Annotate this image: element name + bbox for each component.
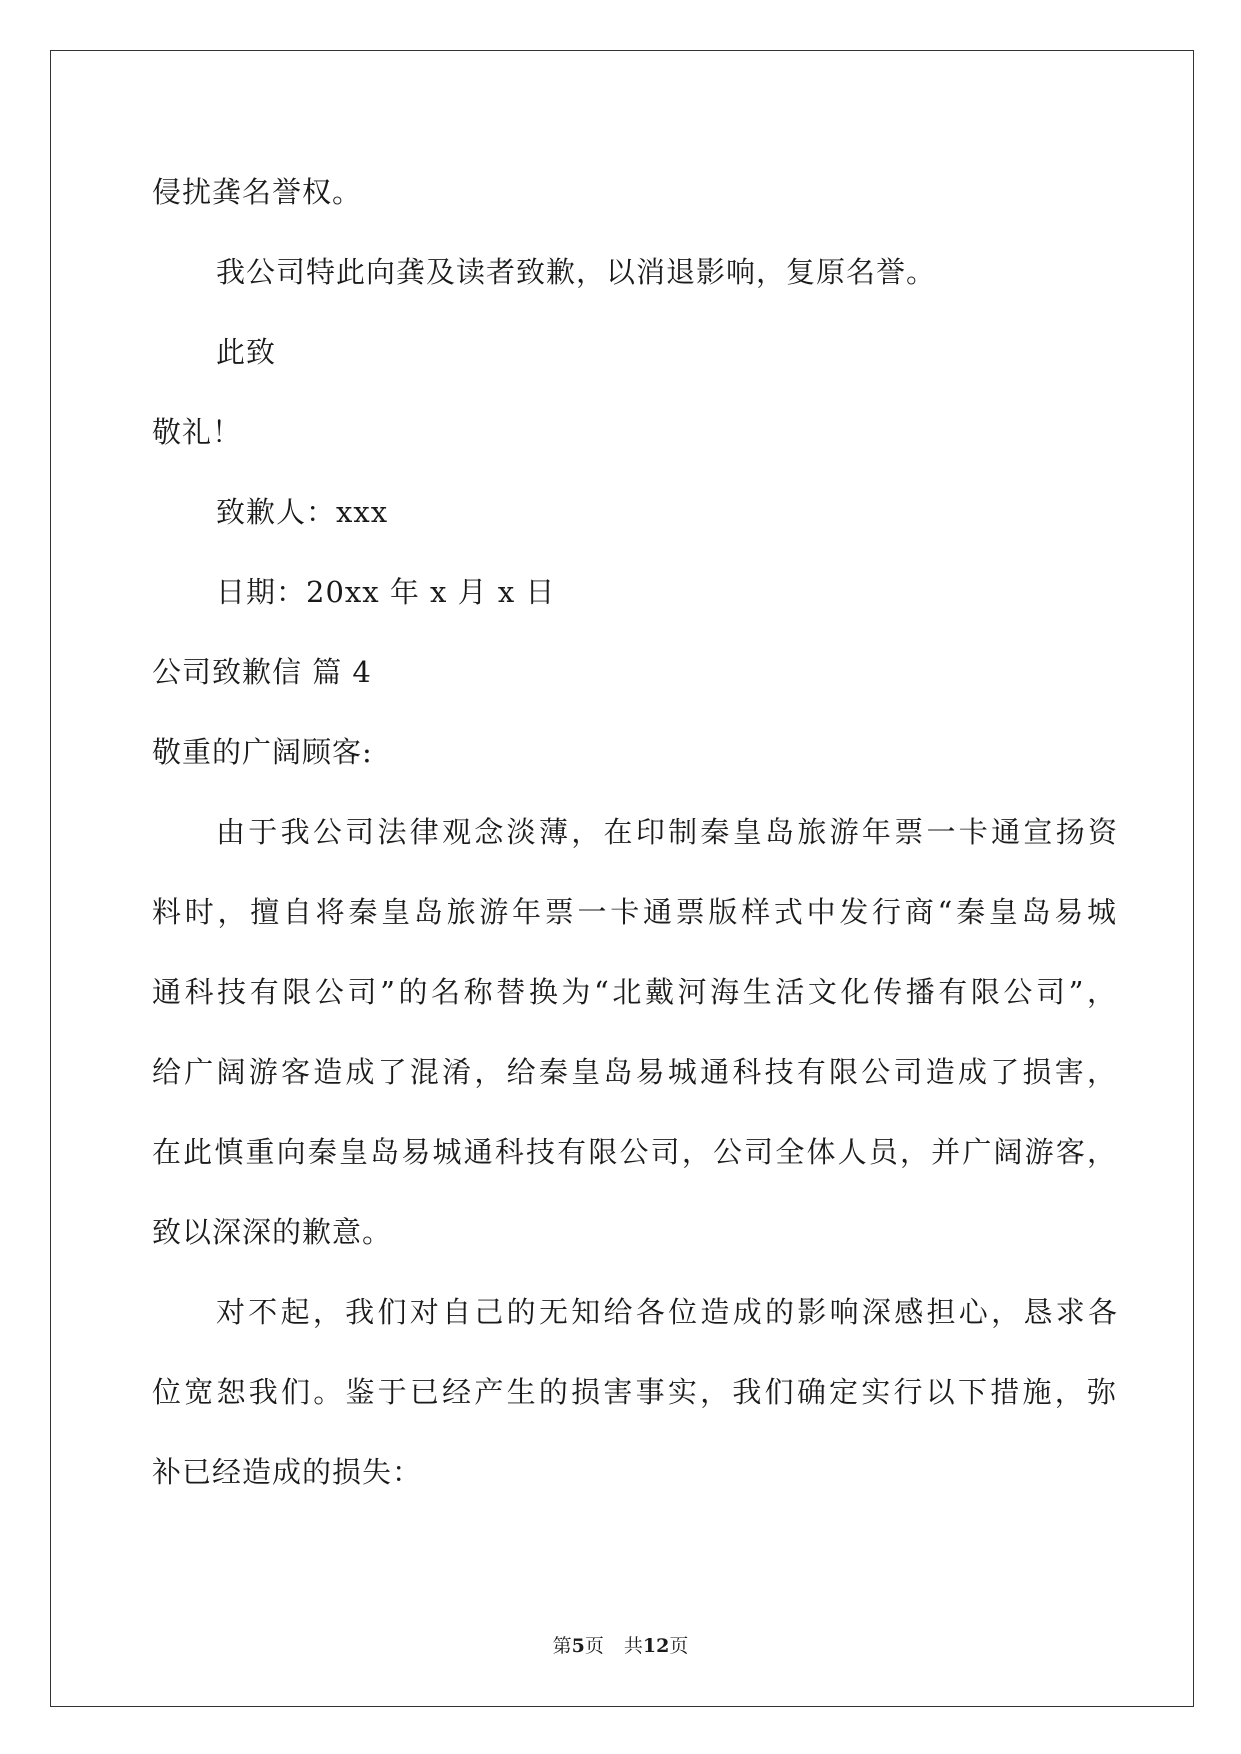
closing-line: 此致 — [216, 335, 277, 369]
body-line: 对不起，我们对自己的无知给各位造成的影响深感担心，恳求各 — [216, 1295, 1118, 1329]
body-line: 侵扰龚名誉权。 — [152, 175, 363, 209]
body-line: 补已经造成的损失： — [152, 1455, 423, 1489]
footer-page-number: 5 — [571, 1635, 585, 1657]
section-heading: 公司致歉信 篇 4 — [152, 655, 372, 689]
body-line: 我公司特此向龚及读者致歉，以消退影响，复原名誉。 — [216, 255, 937, 289]
footer-total-prefix: 共 — [623, 1635, 643, 1657]
body-line: 给广阔游客造成了混淆，给秦皇岛易城通科技有限公司造成了损害， — [152, 1055, 1117, 1089]
page-footer — [0, 1633, 1241, 1659]
footer-total-number: 12 — [642, 1635, 670, 1657]
body-line: 由于我公司法律观念淡薄，在印制秦皇岛旅游年票一卡通宣扬资 — [216, 815, 1118, 849]
footer-total-suffix: 页 — [669, 1635, 689, 1657]
footer-prefix: 第 — [552, 1635, 572, 1657]
body-line: 在此慎重向秦皇岛易城通科技有限公司，公司全体人员，并广阔游客， — [152, 1135, 1117, 1169]
greeting-line: 敬重的广阔顾客: — [152, 735, 373, 769]
body-line: 料时，擅自将秦皇岛旅游年票一卡通票版样式中发行商“秦皇岛易城 — [152, 895, 1117, 929]
body-line: 致以深深的歉意。 — [152, 1215, 393, 1249]
body-line: 位宽恕我们。鉴于已经产生的损害事实，我们确定实行以下措施，弥 — [152, 1375, 1117, 1409]
signer-line: 致歉人：xxx — [216, 495, 389, 529]
salutation-line: 敬礼！ — [152, 415, 243, 449]
body-line: 通科技有限公司”的名称替换为“北戴河海生活文化传播有限公司”， — [152, 975, 1117, 1009]
footer-page-suffix: 页 — [584, 1635, 604, 1657]
date-line: 日期：20xx 年 x 月 x 日 — [216, 575, 556, 609]
